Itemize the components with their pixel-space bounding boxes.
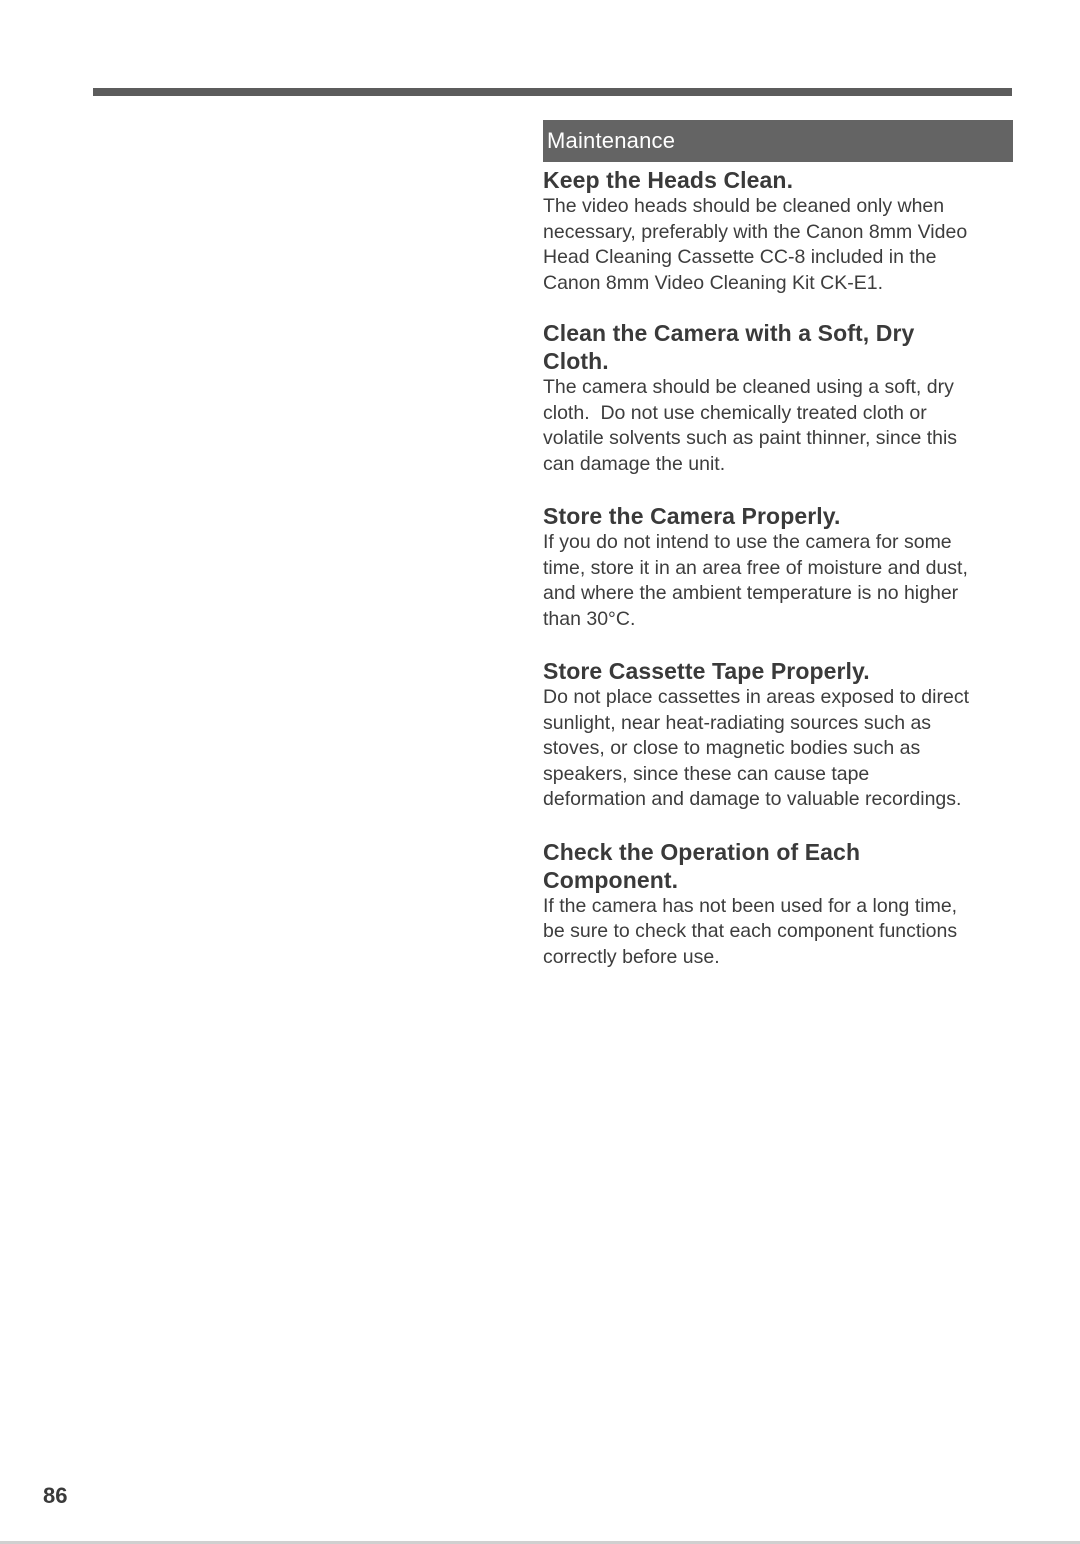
section-heading: Keep the Heads Clean. bbox=[543, 167, 794, 193]
page-number: 86 bbox=[43, 1483, 68, 1508]
section-check-operation bbox=[543, 838, 1013, 971]
top-divider-rule bbox=[93, 88, 1012, 96]
section-body: The video heads should be cleaned only when necessary, preferably with the Canon 8mm Video Head Cleaning Cassette CC-8 included in the Canon 8mm Video Cleaning Kit CK-E1. bbox=[543, 195, 968, 294]
section-header bbox=[543, 120, 1013, 162]
section-body: If the camera has not been used for a long time, be sure to check that each component functions correctly before use. bbox=[543, 894, 958, 968]
section-body: The camera should be cleaned using a soft, dry cloth. Do not use chemically treated cloth or volatile solvents such as paint thinner, since this can damage the unit. bbox=[543, 376, 958, 475]
section-store-camera bbox=[543, 502, 1013, 632]
section-heading: Check the Operation of Each Component. bbox=[543, 838, 861, 893]
section-heading: Clean the Camera with a Soft, Dry Cloth. bbox=[543, 320, 915, 374]
section-store-cassette bbox=[543, 657, 1013, 813]
section-clean-camera bbox=[543, 319, 1013, 477]
section-keep-heads-clean bbox=[543, 166, 1013, 296]
section-title: Maintenance bbox=[547, 128, 676, 153]
section-heading: Store Cassette Tape Properly. bbox=[543, 658, 870, 684]
section-body: If you do not intend to use the camera for some time, store it in an area free of moisture and dust, and where the ambient temperature is no higher than 30°C. bbox=[543, 531, 968, 630]
section-body: Do not place cassettes in areas exposed to direct sunlight, near heat-radiating sources such as stoves, or close to magnetic bodies such as speakers, since these can cause tape deformation and damage to valuable recordings. bbox=[543, 686, 969, 810]
section-heading: Store the Camera Properly. bbox=[543, 503, 841, 529]
maintenance-content bbox=[543, 120, 1013, 970]
